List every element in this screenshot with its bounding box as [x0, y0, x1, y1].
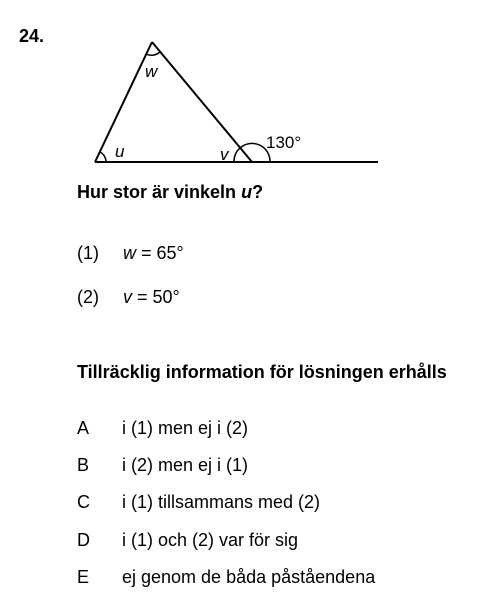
question-number: 24. — [19, 26, 45, 46]
statement-value: = 65° — [136, 243, 184, 263]
angle-v-label: v — [220, 145, 229, 164]
statement-number: (2) — [77, 287, 99, 307]
option-b — [77, 455, 248, 476]
option-letter: A — [77, 418, 90, 438]
statement-variable: w — [123, 243, 136, 263]
statement-2 — [77, 287, 180, 308]
instruction-text: Tillräcklig information för lösningen erhålls — [77, 362, 447, 382]
option-letter: D — [77, 530, 90, 550]
question-variable: u — [241, 182, 253, 202]
angle-u-label: u — [115, 142, 125, 161]
option-text: i (1) och (2) var för sig — [122, 530, 299, 550]
option-d — [77, 530, 298, 551]
triangle-right-side — [152, 42, 252, 162]
option-letter: C — [77, 492, 90, 512]
angle-u-arc — [100, 152, 106, 162]
option-letter: E — [77, 567, 90, 587]
angle-v-arc — [234, 148, 240, 162]
exterior-angle-label: 130° — [266, 133, 302, 152]
option-c — [77, 492, 320, 513]
option-e — [77, 567, 375, 588]
option-text: i (1) men ej i (2) — [122, 418, 249, 438]
statement-number: (1) — [77, 243, 99, 263]
statement-value: = 50° — [132, 287, 180, 307]
option-text: ej genom de båda påståendena — [122, 567, 376, 587]
statement-variable: v — [123, 287, 132, 307]
triangle-figure — [0, 0, 491, 200]
question-text: Hur stor är vinkeln u? — [77, 182, 264, 202]
option-a — [77, 418, 248, 439]
angle-w-label: w — [145, 62, 158, 81]
option-text: i (1) tillsammans med (2) — [122, 492, 321, 512]
statement-1 — [77, 243, 184, 264]
option-letter: B — [77, 455, 90, 475]
option-text: i (2) men ej i (1) — [122, 455, 249, 475]
